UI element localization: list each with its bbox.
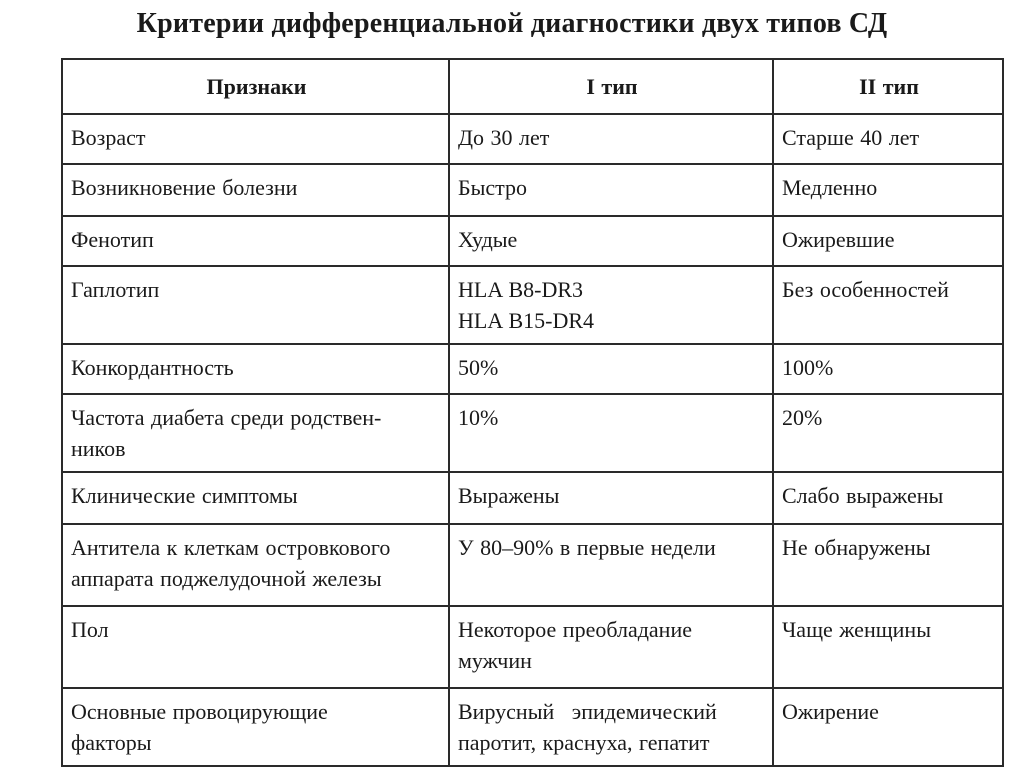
feature-cell — [62, 394, 449, 472]
cell-line: Основные провоцирующие — [71, 699, 328, 724]
cell-line: факторы — [71, 730, 152, 755]
type-2-cell — [773, 114, 1003, 164]
type-2-cell — [773, 688, 1003, 766]
cell-line: мужчин — [458, 648, 532, 673]
table-row — [62, 394, 1003, 472]
feature-cell — [62, 524, 449, 606]
type-1-cell — [449, 472, 773, 524]
table-row — [62, 524, 1003, 606]
cell-line: Пол — [71, 617, 109, 642]
table-row — [62, 688, 1003, 766]
type-2-cell — [773, 472, 1003, 524]
cell-line: Возникновение болезни — [71, 175, 298, 200]
type-2-cell — [773, 394, 1003, 472]
table-row — [62, 606, 1003, 688]
table-header-row — [62, 59, 1003, 114]
cell-line: Выражены — [458, 483, 560, 508]
cell-line: Без особенностей — [782, 277, 949, 302]
cell-line: Быстро — [458, 175, 528, 200]
cell-line: HLA B8-DR3 — [458, 277, 584, 302]
type-1-cell — [449, 216, 773, 266]
cell-line: До 30 лет — [458, 125, 550, 150]
cell-line: Вирусный эпидемический — [458, 699, 717, 724]
cell-line: Антитела к клеткам островкового — [71, 535, 391, 560]
feature-cell — [62, 344, 449, 394]
cell-line: Конкордантность — [71, 355, 234, 380]
cell-line: У 80–90% в первые недели — [458, 535, 716, 560]
type-2-cell — [773, 606, 1003, 688]
type-1-cell — [449, 688, 773, 766]
cell-line: Некоторое преобладание — [458, 617, 692, 642]
cell-line: 20% — [782, 405, 823, 430]
cell-line: Гаплотип — [71, 277, 160, 302]
type-1-cell — [449, 524, 773, 606]
cell-line: Слабо выражены — [782, 483, 944, 508]
table-row — [62, 114, 1003, 164]
cell-line: ников — [71, 436, 126, 461]
feature-cell — [62, 114, 449, 164]
table-row — [62, 164, 1003, 216]
cell-line: Ожиревшие — [782, 227, 895, 252]
page-title: Критерии дифференциальной диагностики двух типов СД — [136, 8, 888, 39]
table-row — [62, 266, 1003, 344]
type-2-cell — [773, 344, 1003, 394]
cell-line: Худые — [458, 227, 518, 252]
cell-line: Чаще женщины — [782, 617, 931, 642]
feature-cell — [62, 688, 449, 766]
cell-line: Ожирение — [782, 699, 879, 724]
cell-line: 10% — [458, 405, 499, 430]
cell-line: 100% — [782, 355, 834, 380]
criteria-table — [61, 58, 1004, 767]
feature-cell — [62, 216, 449, 266]
feature-cell — [62, 266, 449, 344]
type-2-cell — [773, 266, 1003, 344]
cell-line: Возраст — [71, 125, 146, 150]
cell-line: Частота диабета среди родствен- — [71, 405, 382, 430]
table-row — [62, 472, 1003, 524]
cell-line: HLA B15-DR4 — [458, 308, 595, 333]
type-2-cell — [773, 216, 1003, 266]
type-1-cell — [449, 344, 773, 394]
cell-line: Фенотип — [71, 227, 154, 252]
cell-line: 50% — [458, 355, 499, 380]
header-type-2: II тип — [773, 59, 1003, 114]
type-1-cell — [449, 114, 773, 164]
type-1-cell — [449, 394, 773, 472]
type-1-cell — [449, 164, 773, 216]
cell-line: аппарата поджелудочной железы — [71, 566, 382, 591]
cell-line: Клинические симптомы — [71, 483, 298, 508]
feature-cell — [62, 606, 449, 688]
feature-cell — [62, 164, 449, 216]
cell-line: Не обнаружены — [782, 535, 931, 560]
header-features: Признаки — [62, 59, 449, 114]
header-type-1: I тип — [449, 59, 773, 114]
cell-line: Старше 40 лет — [782, 125, 920, 150]
type-2-cell — [773, 164, 1003, 216]
type-2-cell — [773, 524, 1003, 606]
table-row — [62, 216, 1003, 266]
feature-cell — [62, 472, 449, 524]
type-1-cell — [449, 606, 773, 688]
table-row — [62, 344, 1003, 394]
cell-line: паротит, краснуха, гепатит — [458, 730, 710, 755]
type-1-cell — [449, 266, 773, 344]
cell-line: Медленно — [782, 175, 878, 200]
